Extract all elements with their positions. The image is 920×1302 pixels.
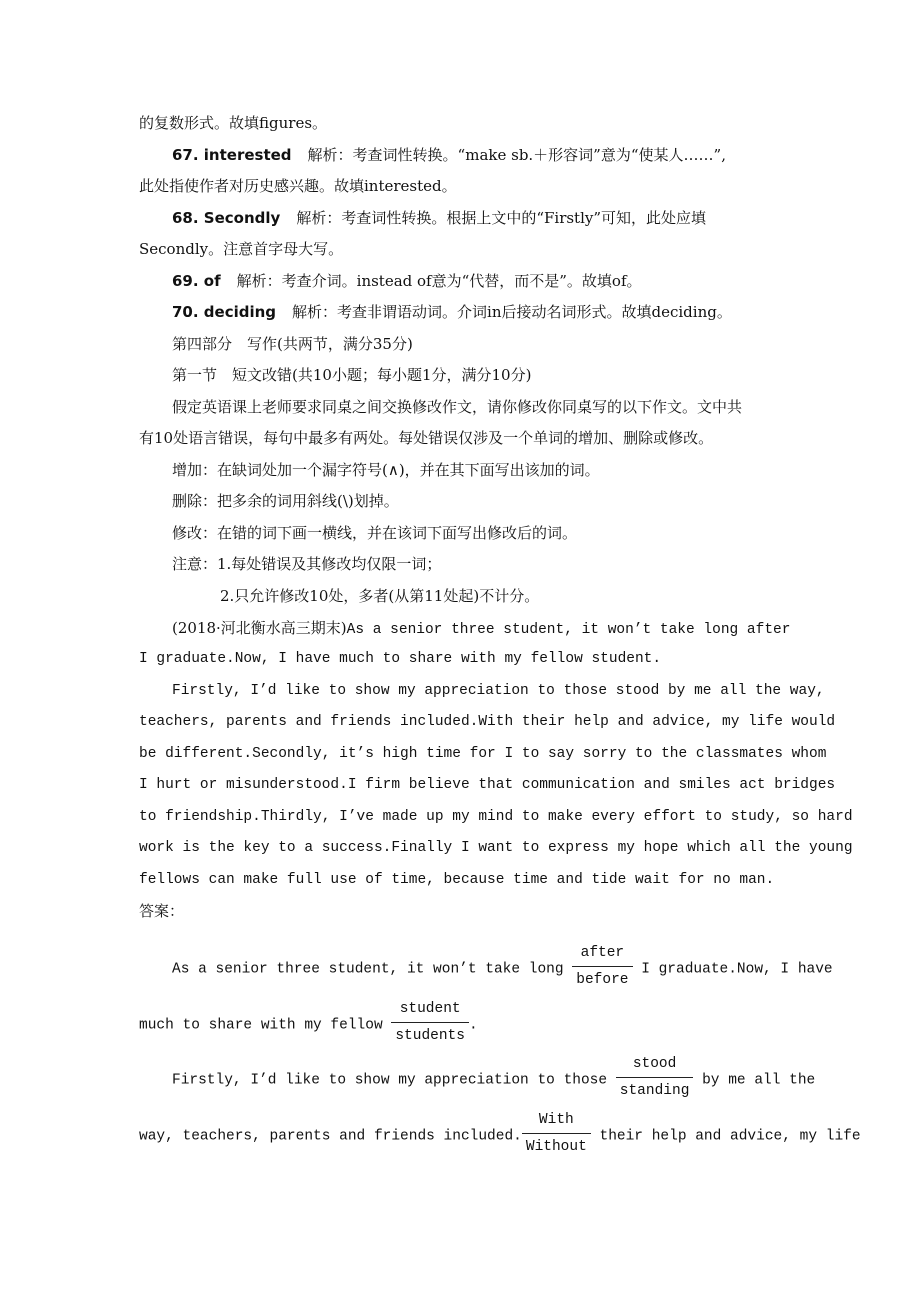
- answer-70: [172, 302, 732, 324]
- answer-69: [172, 271, 642, 293]
- corrected-word: Without: [525, 1139, 587, 1155]
- answer-68-text: 解析：考查词性转换。根据上文中的“Firstly”可知，此处应填: [296, 209, 707, 227]
- original-word: With: [522, 1111, 591, 1134]
- answer-67: [172, 145, 726, 167]
- answer-66-tail: 的复数形式。故填figures。: [139, 114, 328, 132]
- answer-67-number: 67. interested: [172, 146, 292, 164]
- corrected-line-3: [172, 1057, 815, 1102]
- correction-stood-standing: [616, 1055, 694, 1100]
- corrected-line-1: [172, 946, 833, 991]
- passage-line-5: be different.Secondly, it’s high time for I to say sorry to the classmates whom: [139, 746, 827, 762]
- instruction-line-1: 假定英语课上老师要求同桌之间交换修改作文，请你修改你同桌写的以下作文。文中共: [172, 398, 743, 416]
- correction-student-students: [391, 1000, 469, 1045]
- answer-68-cont: Secondly。注意首字母大写。: [139, 240, 344, 258]
- answer-67-cont: 此处指使作者对历史感兴趣。故填interested。: [139, 177, 457, 195]
- original-word: student: [391, 1000, 469, 1023]
- corrected-line-1-post: I graduate.Now, I have: [641, 961, 833, 978]
- passage-line-4: teachers, parents and friends included.With their help and advice, my life would: [139, 714, 836, 730]
- passage-line-3: Firstly, I’d like to show my appreciation to those stood by me all the way,: [172, 683, 825, 699]
- original-word: after: [572, 944, 632, 967]
- answer-69-text: 解析：考查介词。instead of意为“代替，而不是”。故填of。: [236, 272, 642, 290]
- answer-68-number: 68. Secondly: [172, 209, 281, 227]
- passage-line-6: I hurt or misunderstood.I firm believe that communication and smiles act bridges: [139, 777, 836, 793]
- rule-add: 增加：在缺词处加一个漏字符号(∧)，并在其下面写出该加的词。: [172, 461, 600, 479]
- passage-source: (2018·河北衡水高三期末): [172, 619, 347, 637]
- corrected-line-3-pre: Firstly, I’d like to show my appreciation to those: [172, 1072, 608, 1089]
- corrected-line-2-pre: much to share with my fellow: [139, 1017, 383, 1034]
- correction-after-before: [572, 944, 632, 989]
- corrected-word: students: [395, 1028, 465, 1044]
- corrected-line-4: [139, 1113, 861, 1158]
- answer-67-text: 解析：考查词性转换。“make sb.＋形容词”意为“使某人……”,: [307, 146, 726, 164]
- correction-with-without: [522, 1111, 591, 1156]
- original-word: stood: [616, 1055, 694, 1078]
- rule-delete: 删除：把多余的词用斜线(\)划掉。: [172, 492, 399, 510]
- passage-line-1: [172, 618, 790, 640]
- part4-heading: 第四部分 写作(共两节，满分35分): [172, 335, 413, 353]
- passage-line-1-text: As a senior three student, it won’t take long after: [346, 622, 791, 638]
- answer-label: 答案：: [139, 902, 185, 920]
- corrected-line-4-pre: way, teachers, parents and friends included.: [139, 1128, 522, 1145]
- note-1: 注意：1.每处错误及其修改均仅限一词；: [172, 555, 442, 573]
- corrected-line-1-pre: As a senior three student, it won’t take long: [172, 961, 564, 978]
- corrected-word: before: [576, 972, 629, 988]
- passage-line-9: fellows can make full use of time, because time and tide wait for no man.: [139, 872, 775, 888]
- answer-68: [172, 208, 706, 230]
- instruction-line-2: 有10处语言错误，每句中最多有两处。每处错误仅涉及一个单词的增加、删除或修改。: [139, 429, 714, 447]
- passage-line-2: I graduate.Now, I have much to share with my fellow student.: [139, 651, 662, 667]
- note-2: 2.只允许修改10处，多者(从第11处起)不计分。: [220, 587, 540, 605]
- answer-70-number: 70. deciding: [172, 303, 277, 321]
- corrected-line-2: [139, 1002, 478, 1047]
- section1-heading: 第一节 短文改错(共10小题；每小题1分，满分10分): [172, 366, 532, 384]
- corrected-line-4-post: their help and advice, my life: [599, 1128, 861, 1145]
- passage-line-8: work is the key to a success.Finally I want to express my hope which all the young: [139, 840, 853, 856]
- passage-line-7: to friendship.Thirdly, I’ve made up my mind to make every effort to study, so hard: [139, 809, 853, 825]
- corrected-line-2-post: .: [468, 1017, 478, 1034]
- corrected-line-3-post: by me all the: [702, 1072, 816, 1089]
- corrected-word: standing: [619, 1083, 690, 1099]
- answer-70-text: 解析：考查非谓语动词。介词in后接动名词形式。故填deciding。: [292, 303, 732, 321]
- rule-modify: 修改：在错的词下画一横线，并在该词下面写出修改后的词。: [172, 524, 578, 542]
- answer-69-number: 69. of: [172, 272, 221, 290]
